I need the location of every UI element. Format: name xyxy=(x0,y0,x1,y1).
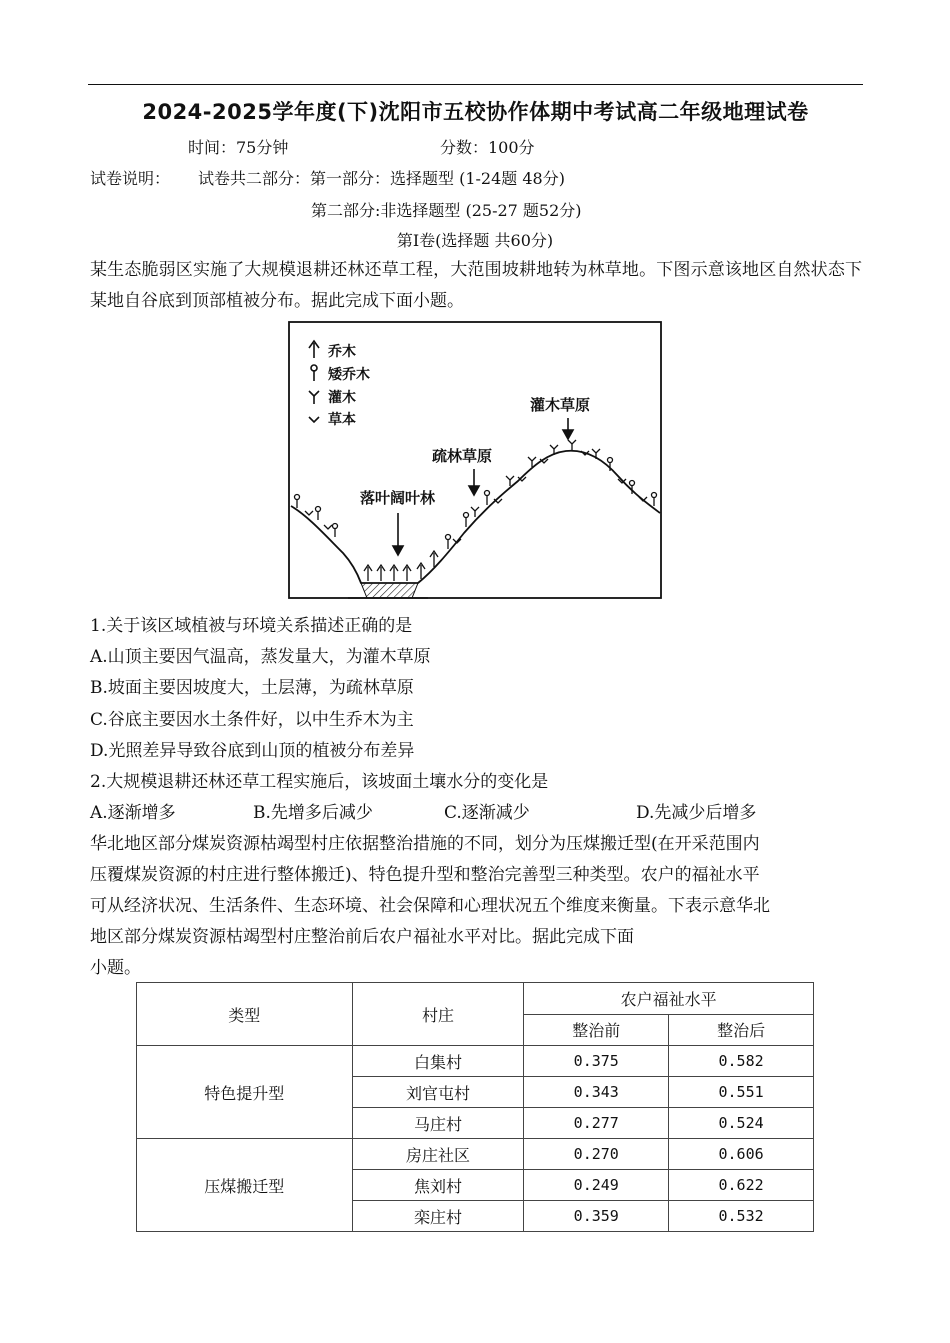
village-name: 马庄村 xyxy=(352,1108,524,1139)
question-2-option-b[interactable]: B.先增多后减少 xyxy=(253,803,373,823)
exam-title: 2024-2025学年度(下)沈阳市五校协作体期中考试高二年级地理试卷 xyxy=(142,100,809,124)
passage-coal-line-3: 可从经济状况、生活条件、生态环境、社会保障和心理状况五个维度来衡量。下表示意华北 xyxy=(90,896,770,916)
welfare-after: 0.532 xyxy=(669,1201,814,1232)
passage-coal-line-4: 地区部分煤炭资源枯竭型村庄整治前后农户福祉水平对比。据此完成下面 xyxy=(90,927,634,947)
label-sparse-savanna: 疏林草原 xyxy=(432,447,493,465)
instructions-part1: 试卷共二部分：第一部分：选择题型 (1-24题 48分) xyxy=(198,169,565,188)
passage-coal-line-1: 华北地区部分煤炭资源枯竭型村庄依据整治措施的不同，划分为压煤搬迁型(在开采范围内 xyxy=(90,834,760,854)
passage-coal-line-5: 小题。 xyxy=(90,958,141,978)
question-1-option-a[interactable]: A.山顶主要因气温高，蒸发量大，为灌木草原 xyxy=(90,647,431,667)
header-after: 整治后 xyxy=(669,1014,814,1046)
instructions-label: 试卷说明： xyxy=(90,169,171,188)
question-1-option-b[interactable]: B.坡面主要因坡度大，土层薄，为疏林草原 xyxy=(90,678,414,698)
question-2-option-c[interactable]: C.逐渐减少 xyxy=(444,803,530,823)
header-before: 整治前 xyxy=(524,1014,669,1046)
section-heading: 第Ⅰ卷(选择题 共60分) xyxy=(396,231,554,250)
vegetation-profile-figure xyxy=(288,321,662,599)
valley-hatched-area xyxy=(361,583,418,598)
village-name: 刘官屯村 xyxy=(352,1077,524,1108)
exam-time: 时间：75分钟 xyxy=(188,138,289,157)
question-1-stem: 1.关于该区域植被与环境关系描述正确的是 xyxy=(90,616,413,636)
welfare-after: 0.582 xyxy=(669,1046,814,1077)
question-2-option-d[interactable]: D.先减少后增多 xyxy=(636,803,757,823)
legend-tree-label: 乔木 xyxy=(328,344,356,360)
welfare-after: 0.524 xyxy=(669,1108,814,1139)
welfare-after: 0.606 xyxy=(669,1139,814,1170)
table-row xyxy=(137,1046,814,1077)
top-rule xyxy=(88,84,863,85)
welfare-before: 0.359 xyxy=(524,1201,669,1232)
passage-coal-line-2: 压覆煤炭资源的村庄进行整体搬迁)、特色提升型和整治完善型三种类型。农户的福祉水平 xyxy=(90,865,760,885)
header-type: 类型 xyxy=(137,983,353,1046)
label-shrub-steppe: 灌木草原 xyxy=(530,396,591,414)
village-name: 栾庄村 xyxy=(352,1201,524,1232)
village-name: 白集村 xyxy=(352,1046,524,1077)
passage-vegetation: 某生态脆弱区实施了大规模退耕还林还草工程，大范围坡耕地转为林草地。下图示意该地区自然状态下某地自谷底到顶部植被分布。据此完成下面小题。 xyxy=(90,260,862,311)
group-type: 压煤搬迁型 xyxy=(137,1139,353,1232)
welfare-after: 0.551 xyxy=(669,1077,814,1108)
welfare-after: 0.622 xyxy=(669,1170,814,1201)
question-1-option-c[interactable]: C.谷底主要因水土条件好，以中生乔木为主 xyxy=(90,710,414,730)
table-row xyxy=(137,1139,814,1170)
table-header-row xyxy=(137,983,814,1015)
welfare-before: 0.270 xyxy=(524,1139,669,1170)
village-name: 房庄社区 xyxy=(352,1139,524,1170)
legend-small-tree-label: 矮乔木 xyxy=(328,367,370,383)
welfare-table xyxy=(136,982,814,1232)
legend-shrub-label: 灌木 xyxy=(328,390,356,406)
group-type: 特色提升型 xyxy=(137,1046,353,1139)
question-2-stem: 2.大规模退耕还林还草工程实施后，该坡面土壤水分的变化是 xyxy=(90,772,549,792)
header-village: 村庄 xyxy=(352,983,524,1046)
question-1-option-d[interactable]: D.光照差异导致谷底到山顶的植被分布差异 xyxy=(90,741,415,761)
label-deciduous-forest: 落叶阔叶林 xyxy=(360,489,436,507)
question-2-option-a[interactable]: A.逐渐增多 xyxy=(90,803,176,823)
village-name: 焦刘村 xyxy=(352,1170,524,1201)
legend-grass-label: 草本 xyxy=(328,412,356,428)
welfare-before: 0.375 xyxy=(524,1046,669,1077)
instructions-part2: 第二部分:非选择题型 (25-27 题52分) xyxy=(311,201,582,220)
welfare-before: 0.277 xyxy=(524,1108,669,1139)
welfare-before: 0.249 xyxy=(524,1170,669,1201)
welfare-before: 0.343 xyxy=(524,1077,669,1108)
header-welfare: 农户福祉水平 xyxy=(524,983,814,1015)
exam-score: 分数：100分 xyxy=(440,138,535,157)
vegetation-diagram xyxy=(288,321,662,599)
